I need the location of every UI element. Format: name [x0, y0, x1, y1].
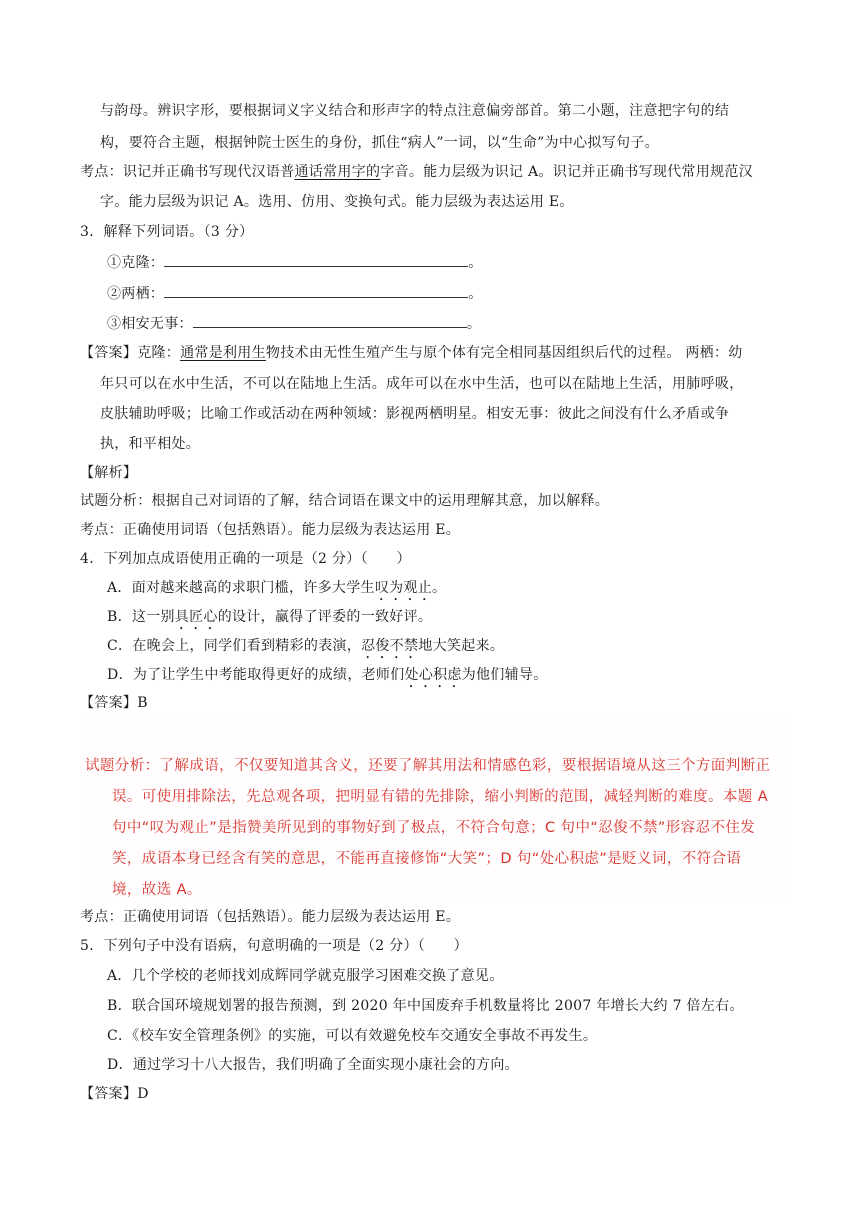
q3-item-3 [107, 313, 481, 334]
q4-red-analysis-line-2: 误。可使用排除法，先总观各项，把明显有错的先排除，缩小判断的范围，减轻判断的难度。本题 A [112, 789, 769, 805]
text-span: 为他们辅导。 [461, 667, 548, 683]
text-span: B．这一别 [107, 609, 175, 625]
period: 。 [468, 286, 483, 302]
dotted-idiom: 具匠心 [174, 609, 218, 625]
text-span: 字音。能力层级为识记 A。识记并正确书写现代常用规范汉 [380, 164, 753, 180]
text-span: C．在晚会上，同学们看到精彩的表演， [107, 638, 362, 654]
q4-kaodian: 考点：正确使用词语（包括熟语）。能力层级为表达运用 E。 [80, 909, 461, 925]
q5-answer: 【答案】D [80, 1086, 149, 1102]
text-span: A．面对越来越高的求职门槛，许多大学生 [107, 580, 375, 596]
q2-explanation-line-1: 与韵母。辨识字形，要根据词义字义结合和形声字的特点注意偏旁部首。第二小题，注意把字句的结 [100, 103, 730, 119]
q4-answer: 【答案】B [80, 695, 148, 711]
q4-option-c [107, 636, 504, 662]
item-label: ②两栖： [107, 286, 165, 302]
q5-option-d: D．通过学习十八大报告，我们明确了全面实现小康社会的方向。 [107, 1057, 519, 1073]
q3-answer-line-3: 皮肤辅助呼吸；比喻工作或活动在两种领域：影视两栖明星。相安无事：彼此之间没有什么矛盾或争 [100, 406, 730, 422]
period: 。 [466, 316, 482, 332]
text-span: 物技术由无性生殖产生与原个体有完全相同基因组织后代的过程。 两栖：幼 [265, 345, 743, 361]
text-span: 克隆： [137, 345, 181, 361]
text-span: 考点：识记并正确书写现代汉语普 [80, 164, 295, 180]
q3-analysis: 试题分析：根据自己对词语的了解，结合词语在课文中的运用理解其意，加以解释。 [80, 493, 610, 509]
item-label: ③相安无事： [107, 316, 193, 332]
q4-option-a [107, 578, 446, 604]
q2-kaodian-line-2: 字。能力层级为识记 A。选用、仿用、变换句式。能力层级为表达运用 E。 [100, 194, 574, 210]
underlined-text: 通话常用字的 [294, 164, 381, 180]
period: 。 [468, 255, 483, 271]
dotted-idiom: 忍俊不禁 [361, 638, 419, 654]
q2-explanation-line-2: 构，要符合主题，根据钟院士医生的身份，抓住“病人”一词，以“生命”为中心拟写句子。 [100, 135, 659, 151]
dotted-idiom: 叹为观止 [374, 580, 433, 596]
q4-red-analysis-line-3: 句中“叹为观止”是指赞美所见到的事物好到了极点，不符合句意；C 句中“忍俊不禁”形容忍不住发 [112, 820, 756, 836]
q4-red-analysis-line-4: 笑，成语本身已经含有笑的意思，不能再直接修饰“大笑”；D 句“处心积虑”是贬义词，不符合语 [112, 851, 742, 867]
q4-red-analysis-line-1: 试题分析：了解成语，不仅要知道其含义，还要了解其用法和情感色彩，要根据语境从这三个方面判断正 [85, 758, 771, 774]
q5-option-c: C．《校车安全管理条例》的实施，可以有效避免校车交通安全事故不再发生。 [107, 1028, 598, 1044]
question-4-title: 4．下列加点成语使用正确的一项是（2 分）（ ） [80, 551, 411, 567]
q4-option-b [107, 607, 432, 633]
q3-answer-line-2: 年只可以在水中生活，不可以在陆地上生活。成年可以在水中生活，也可以在陆地上生活，用肺呼吸， [100, 376, 744, 392]
q5-option-b: B．联合国环境规划署的报告预测，到 2020 年中国废弃手机数量将比 2007 年增长大约 7 倍左右。 [107, 998, 744, 1014]
q3-item-2 [107, 283, 483, 304]
question-5-title: 5．下列句子中没有语病，句意明确的一项是（2 分）（ ） [80, 938, 468, 954]
answer-blank [193, 313, 467, 328]
item-label: ①克隆： [107, 255, 165, 271]
text-span: D．为了让学生中考能取得更好的成绩，老师们 [107, 667, 405, 683]
q3-answer-line-4: 执，和平相处。 [100, 436, 201, 452]
text-span: 。 [432, 580, 447, 596]
q3-jiexi-tag: 【解析】 [80, 465, 138, 481]
dotted-idiom: 处心积虑 [404, 667, 462, 683]
answer-tag: 【答案】 [80, 345, 138, 361]
q3-kaodian: 考点：正确使用词语（包括熟语）。能力层级为表达运用 E。 [80, 522, 461, 538]
text-span: 的设计，赢得了评委的一致好评。 [217, 609, 433, 625]
q2-kaodian-line-1 [80, 162, 753, 182]
q4-red-analysis-line-5: 境，故选 A。 [112, 882, 202, 898]
text-span: 地大笑起来。 [418, 638, 505, 654]
question-3-title: 3．解释下列词语。（3 分） [80, 224, 254, 240]
q3-item-1 [107, 252, 483, 273]
underlined-text: 通常是利用生 [180, 345, 266, 361]
answer-blank [164, 283, 468, 298]
q5-option-a: A．几个学校的老师找刘成辉同学就克服学习困难交换了意见。 [107, 968, 504, 984]
answer-blank [164, 252, 468, 267]
q4-option-d [107, 665, 548, 691]
q3-answer-line-1 [80, 343, 743, 363]
